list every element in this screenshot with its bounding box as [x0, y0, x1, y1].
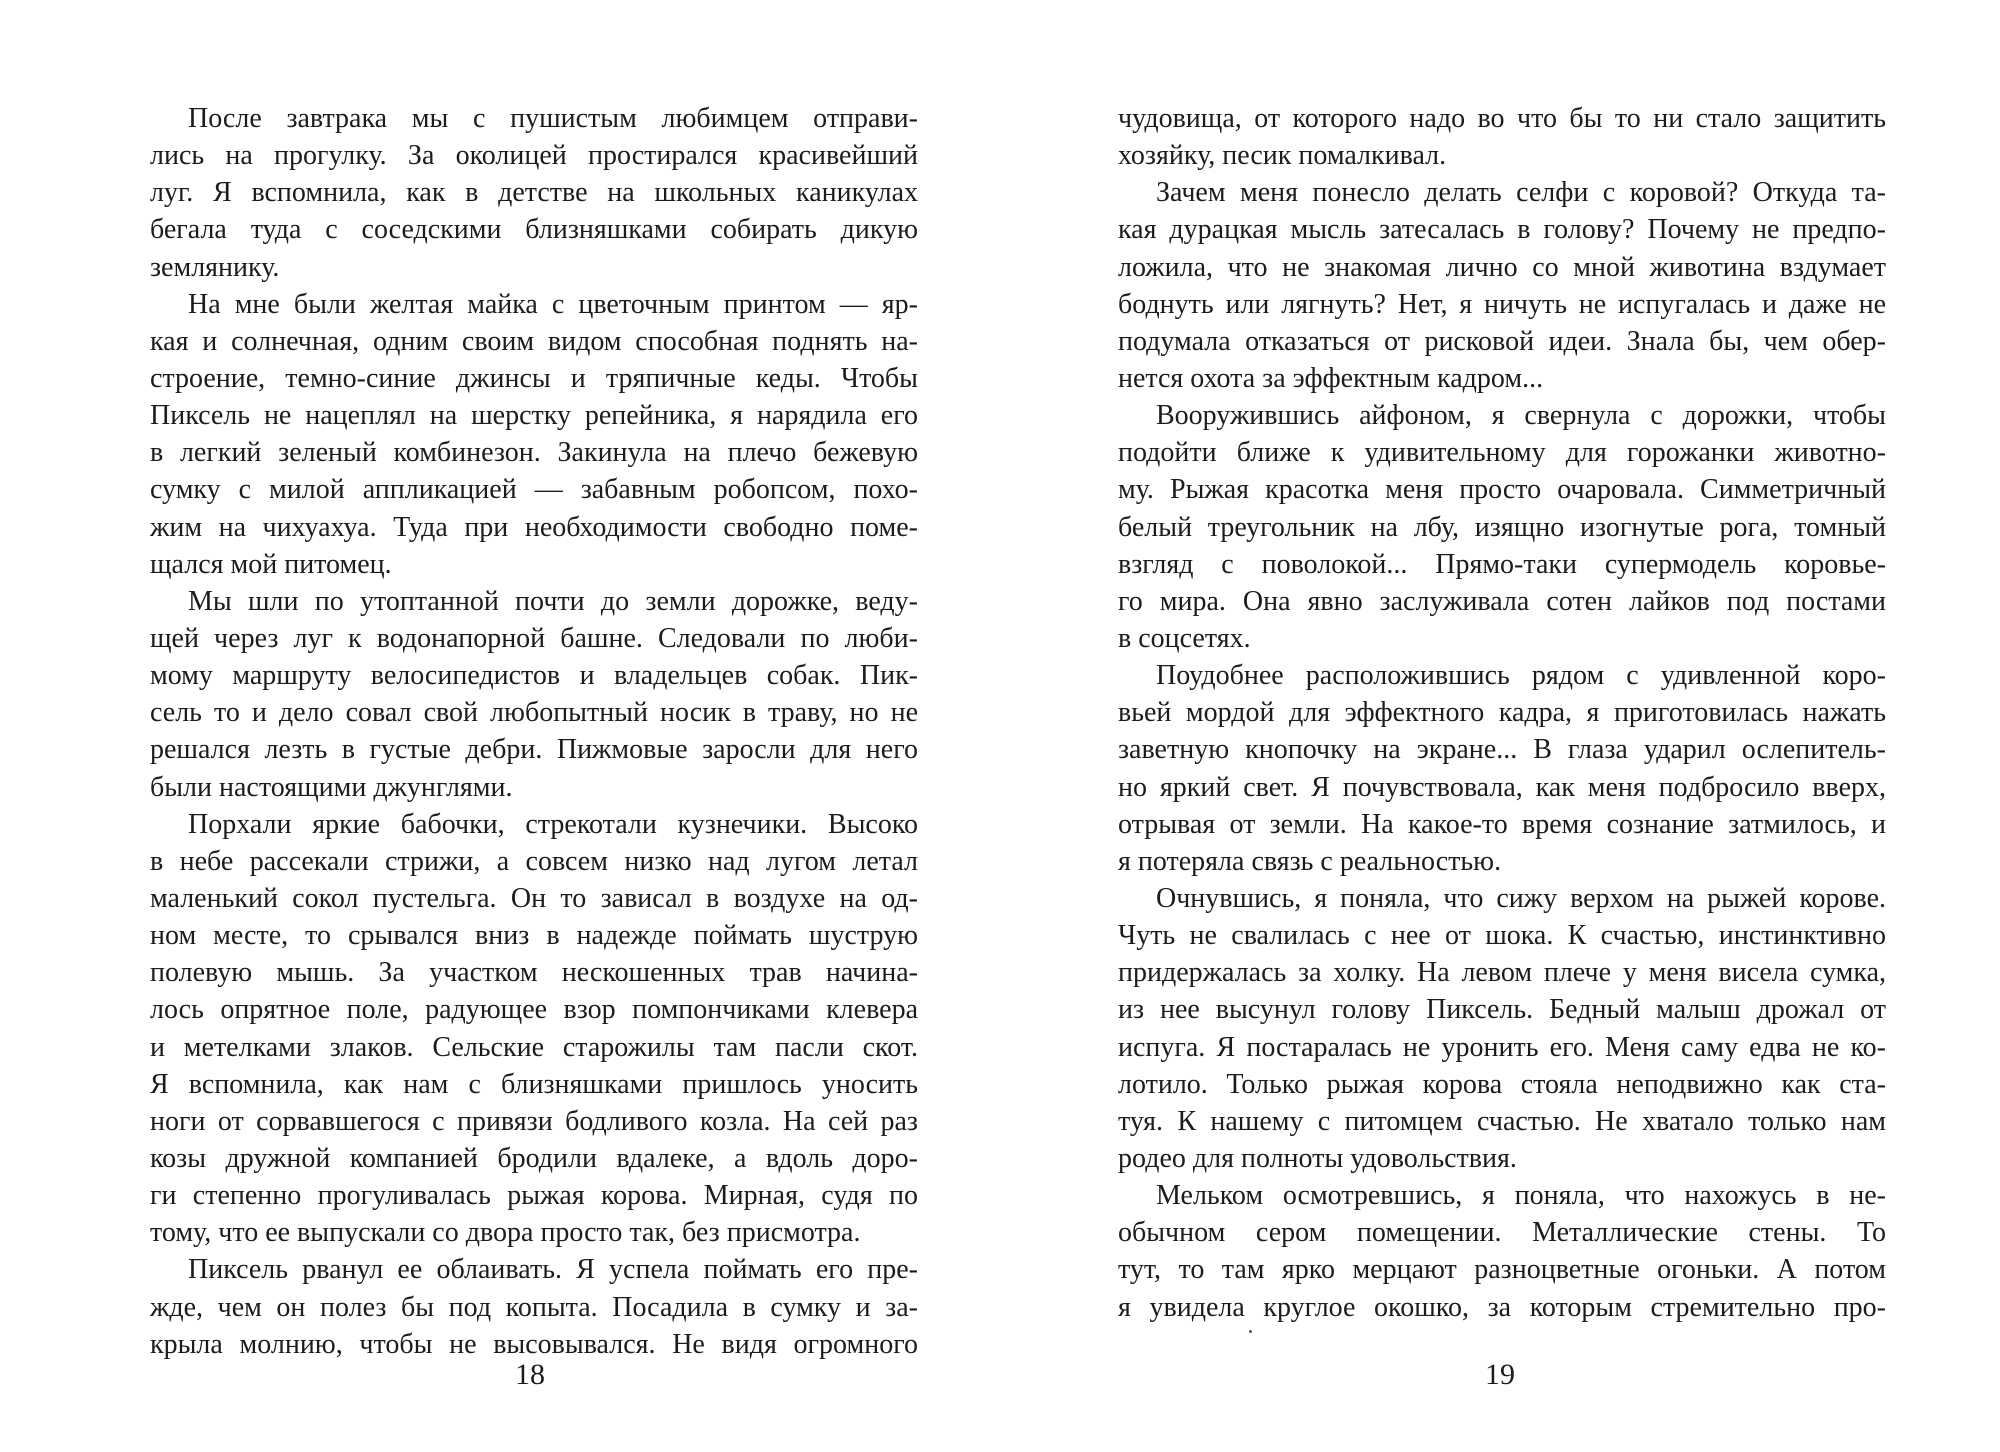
text-line: из нее высунул голову Пиксель. Бедный малыш дрожал от [1118, 994, 1886, 1026]
text-line: в небе рассекали стрижи, а совсем низко над лугом летал [150, 845, 918, 877]
text-line: боднуть или лягнуть? Нет, я ничуть не испугалась и даже не [1118, 288, 1886, 320]
print-speck [1249, 1330, 1252, 1333]
text-line: бегала туда с соседскими близняшками собирать дикую [150, 214, 918, 246]
text-line: заветную кнопочку на экране... В глаза ударил ослепитель- [1118, 734, 1886, 766]
text-line: белый треугольник на лбу, изящно изогнутые рога, томный [1118, 511, 1886, 543]
text-line: сумку с милой аппликацией — забавным робопсом, похо- [150, 474, 918, 506]
text-line: родео для полноты удовольствия. [1118, 1142, 1517, 1174]
text-line: После завтрака мы с пушистым любимцем отправи- [188, 103, 918, 134]
text-line: Порхали яркие бабочки, стрекотали кузнечики. Высоко [188, 808, 918, 840]
text-line: землянику. [150, 251, 280, 283]
text-line: Пиксель не нацеплял на шерстку репейника, я нарядила его [150, 400, 918, 432]
text-line: и метелками злаков. Сельские старожилы там пасли скот. [150, 1031, 918, 1063]
text-line: жим на чихуахуа. Туда при необходимости свободно поме- [150, 511, 918, 543]
text-line: тому, что ее выпускали со двора просто так, без присмотра. [150, 1217, 861, 1249]
text-line: отрывая от земли. На какое-то время сознание затмилось, и [1118, 808, 1886, 840]
text-line: решался лезть в густые дебри. Пижмовые заросли для него [150, 734, 918, 766]
text-line: в соцсетях. [1118, 622, 1251, 654]
text-line: маленький сокол пустельга. Он то зависал в воздухе на од- [150, 882, 918, 914]
text-line: туя. К нашему с питомцем счастью. Не хватало только нам [1118, 1105, 1886, 1137]
text-line: я потеряла связь с реальностью. [1118, 845, 1502, 877]
text-line: вьей мордой для эффектного кадра, я приготовилась нажать [1118, 697, 1886, 729]
text-line: подумала отказаться от рисковой идеи. Знала бы, чем обер- [1118, 325, 1886, 357]
text-line: лотило. Только рыжая корова стояла неподвижно как ста- [1118, 1068, 1886, 1100]
text-line: луг. Я вспомнила, как в детстве на школьных каникулах [150, 177, 918, 209]
text-line: строение, темно-синие джинсы и тряпичные кеды. Чтобы [150, 362, 918, 394]
text-line: Поудобнее расположившись рядом с удивленной коро- [1156, 660, 1886, 692]
text-line: жде, чем он полез бы под копыта. Посадила в сумку и за- [150, 1291, 918, 1323]
text-line: полевую мышь. За участком нескошенных трав начина- [150, 957, 918, 989]
text-line: Зачем меня понесло делать селфи с коровой? Откуда та- [1156, 177, 1886, 209]
text-line: Вооружившись айфоном, я свернула с дорожки, чтобы [1156, 400, 1886, 432]
text-line: Мы шли по утоптанной почти до земли дорожке, веду- [188, 585, 918, 617]
text-line: козы дружной компанией бродили вдалеке, а вдоль доро- [150, 1142, 918, 1174]
text-line: сель то и дело совал свой любопытный носик в траву, но не [150, 697, 918, 729]
text-line: нется охота за эффектным кадром... [1118, 362, 1544, 394]
right-page [1118, 100, 1886, 1420]
left-page [150, 100, 918, 1420]
text-line: ги степенно прогуливалась рыжая корова. Мирная, судя по [150, 1180, 918, 1212]
text-line: му. Рыжая красотка меня просто очаровала. Симметричный [1118, 474, 1886, 506]
text-line: Чуть не свалилась с нее от шока. К счастью, инстинктивно [1118, 920, 1886, 952]
text-line: испуга. Я постаралась не уронить его. Меня саму едва не ко- [1118, 1031, 1886, 1063]
text-line: я увидела круглое окошко, за которым стремительно про- [1118, 1291, 1886, 1323]
text-line: хозяйку, песик помалкивал. [1118, 140, 1447, 172]
text-line: Пиксель рванул ее облаивать. Я успела поймать его пре- [188, 1254, 918, 1286]
text-line: лись на прогулку. За околицей простирался красивейший [150, 140, 918, 172]
text-line: тут, то там ярко мерцают разноцветные огоньки. А потом [1118, 1254, 1886, 1286]
text-line: Очнувшись, я поняла, что сижу верхом на рыжей корове. [1156, 882, 1886, 914]
text-line: крыла молнию, чтобы не высовывался. Не видя огромного [150, 1328, 918, 1360]
text-line: подойти ближе к удивительному для горожанки животно- [1118, 437, 1886, 469]
text-line: были настоящими джунглями. [150, 771, 513, 803]
text-line: кая и солнечная, одним своим видом способная поднять на- [150, 325, 918, 357]
text-line: ноги от сорвавшегося с привязи бодливого козла. На сей раз [150, 1105, 918, 1137]
text-line: в легкий зеленый комбинезон. Закинула на плечо бежевую [150, 437, 918, 469]
text-line: го мира. Она явно заслуживала сотен лайков под постами [1118, 585, 1886, 617]
text-line: ложила, что не знакомая лично со мной животина вздумает [1118, 251, 1886, 283]
text-line: Я вспомнила, как нам с близняшками пришлось уносить [150, 1068, 918, 1100]
text-line: щей через луг к водонапорной башне. Следовали по люби- [150, 622, 918, 654]
text-line: взгляд с поволокой... Прямо-таки супермодель коровье- [1118, 548, 1886, 580]
text-line: На мне были желтая майка с цветочным принтом — яр- [188, 288, 918, 320]
text-line: кая дурацкая мысль затесалась в голову? Почему не предпо- [1118, 214, 1886, 246]
text-line: но яркий свет. Я почувствовала, как меня подбросило вверх, [1118, 771, 1886, 803]
text-line: щался мой питомец. [150, 548, 392, 580]
text-line: Мельком осмотревшись, я поняла, что нахожусь в не- [1156, 1180, 1886, 1212]
text-line: чудовища, от которого надо во что бы то ни стало защитить [1118, 103, 1886, 134]
text-line: лось опрятное поле, радующее взор помпончиками клевера [150, 994, 918, 1026]
text-line: ном месте, то срывался вниз в надежде поймать шуструю [150, 920, 918, 952]
page-number-right: 19 [1485, 1358, 1515, 1391]
text-line: мому маршруту велосипедистов и владельцев собак. Пик- [150, 660, 918, 692]
text-line: обычном сером помещении. Металлические стены. То [1118, 1217, 1886, 1249]
text-line: придержалась за холку. На левом плече у меня висела сумка, [1118, 957, 1886, 989]
page-number-left: 18 [515, 1358, 545, 1391]
